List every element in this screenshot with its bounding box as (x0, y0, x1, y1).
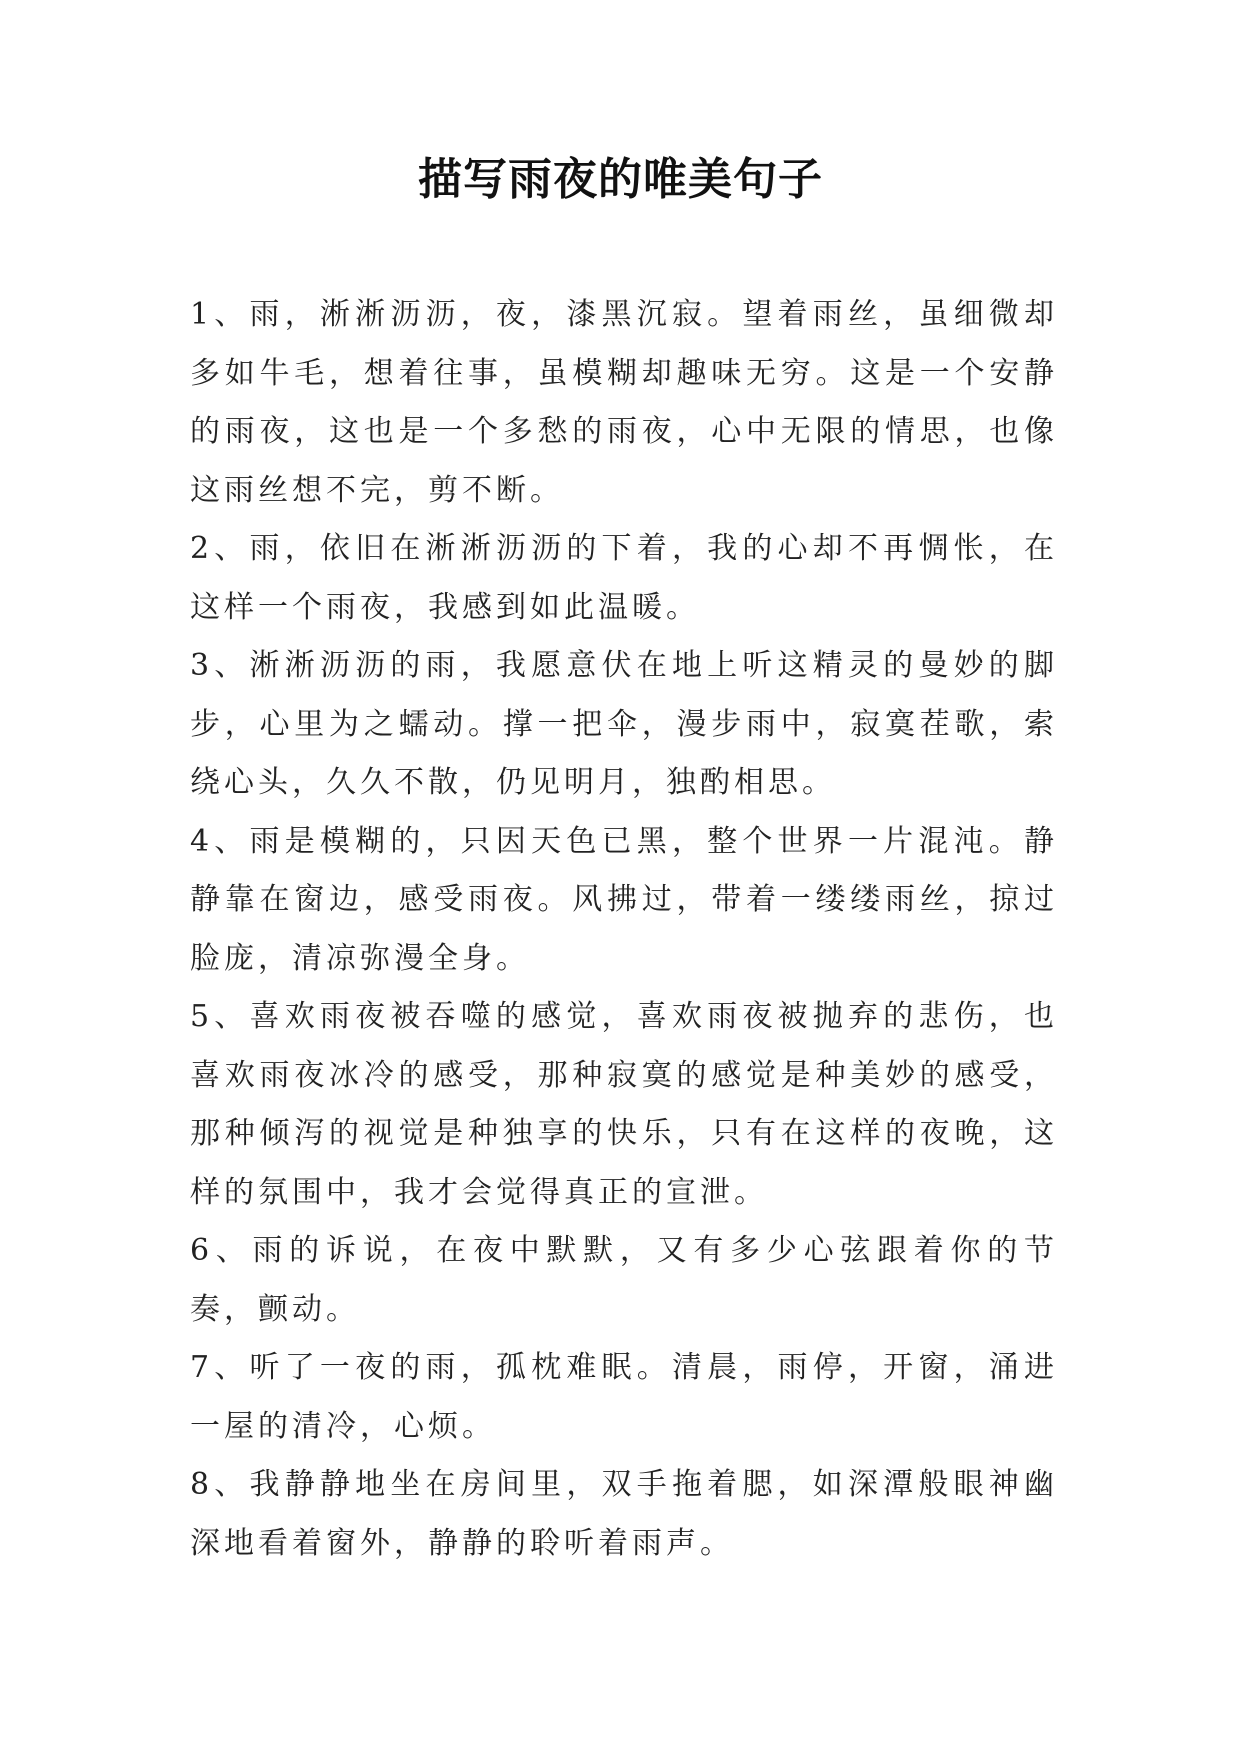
paragraph-8: 8、我静静地坐在房间里，双手拖着腮，如深潭般眼神幽深地看着窗外，静静的聆听着雨声。 (190, 1467, 1058, 1561)
paragraph-2: 2、雨，依旧在淅淅沥沥的下着，我的心却不再惆怅，在这样一个雨夜，我感到如此温暖。 (190, 531, 1058, 625)
paragraph-4: 4、雨是模糊的，只因天色已黑，整个世界一片混沌。静静靠在窗边，感受雨夜。风拂过，带着一缕缕雨丝，掠过脸庞，清凉弥漫全身。 (190, 823, 1058, 976)
paragraph-1: 1、雨，淅淅沥沥，夜，漆黑沉寂。望着雨丝，虽细微却多如牛毛，想着往事，虽模糊却趣味无穷。这是一个安静的雨夜，这也是一个多愁的雨夜，心中无限的情思，也像这雨丝想不完，剪不断。 (190, 297, 1058, 508)
document-body (190, 286, 1058, 1573)
paragraph-6: 6、雨的诉说，在夜中默默，又有多少心弦跟着你的节奏，颤动。 (190, 1233, 1058, 1327)
paragraph-3: 3、淅淅沥沥的雨，我愿意伏在地上听这精灵的曼妙的脚步，心里为之蠕动。撑一把伞，漫步雨中，寂寞茬歌，索绕心头，久久不散，仍见明月，独酌相思。 (190, 648, 1058, 800)
paragraph-7: 7、听了一夜的雨，孤枕难眠。清晨，雨停，开窗，涌进一屋的清冷，心烦。 (190, 1350, 1058, 1444)
document-title: 描写雨夜的唯美句子 (418, 154, 823, 205)
paragraph-5: 5、喜欢雨夜被吞噬的感觉，喜欢雨夜被抛弃的悲伤，也喜欢雨夜冰冷的感受，那种寂寞的感觉是种美妙的感受，那种倾泻的视觉是种独享的快乐，只有在这样的夜晚，这样的氛围中，我才会觉得真正的宣泄。 (190, 999, 1058, 1210)
